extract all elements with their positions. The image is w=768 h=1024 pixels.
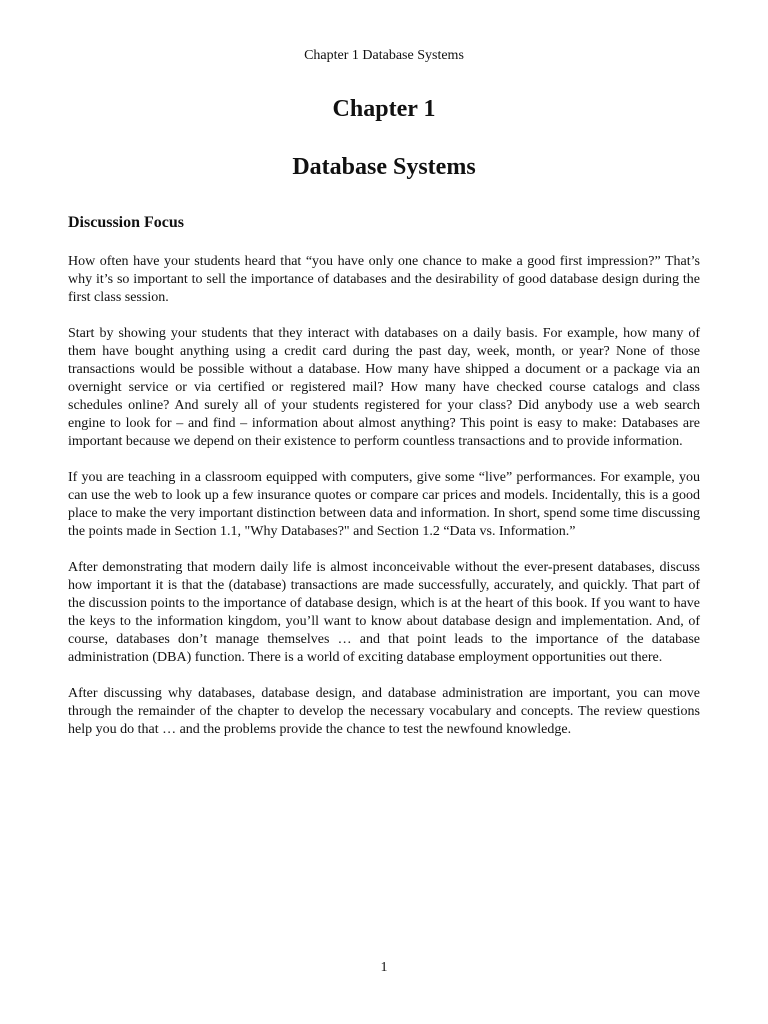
paragraph-2: Start by showing your students that they interact with databases on a daily basis. For example, how many of them have bought anything using a credit card during the past day, week, month, or year? None of those transactions would be possible without a database. How many have shipped a document or a package via an overnight service or via certified or registered mail? How many have checked course catalogs and class schedules online? And surely all of your students registered for your class? Did anybody use a web search engine to look for – and find – information about almost anything? This point is easy to make: Databases are important because we depend on their existence to perform countless transactions and to provide information. bbox=[68, 326, 700, 449]
running-header: Chapter 1 Database Systems bbox=[304, 48, 464, 63]
page-number: 1 bbox=[380, 960, 388, 975]
section-heading: Discussion Focus bbox=[68, 214, 185, 231]
chapter-title: Database Systems bbox=[292, 154, 476, 180]
paragraph-4: After demonstrating that modern daily life is almost inconceivable without the ever-present databases, discuss how important it is that the (database) transactions are made successfully, accurately, and quickly. That part of the discussion points to the importance of database design, which is at the heart of this book. If you want to have the keys to the information kingdom, you’ll want to know about database design and implementation. And, of course, databases don’t manage themselves … and that point leads to the importance of the database administration (DBA) function. There is a world of exciting database employment opportunities out there. bbox=[68, 560, 700, 665]
body-text bbox=[68, 253, 700, 757]
chapter-number: Chapter 1 bbox=[332, 96, 436, 122]
paragraph-1: How often have your students heard that “you have only one chance to make a good first impression?” That’s why it’s so important to sell the importance of databases and the desirability of good database design during the first class session. bbox=[68, 254, 700, 305]
paragraph-5: After discussing why databases, database design, and database administration are important, you can move through the remainder of the chapter to develop the necessary vocabulary and concepts. The review questions help you do that … and the problems provide the chance to test the newfound knowledge. bbox=[68, 686, 700, 737]
paragraph-3: If you are teaching in a classroom equipped with computers, give some “live” performances. For example, you can use the web to look up a few insurance quotes or compare car prices and models. Incidentally, this is a good place to make the very important distinction between data and information. In short, spend some time discussing the points made in Section 1.1, "Why Databases?" and Section 1.2 “Data vs. Information.” bbox=[68, 470, 700, 539]
